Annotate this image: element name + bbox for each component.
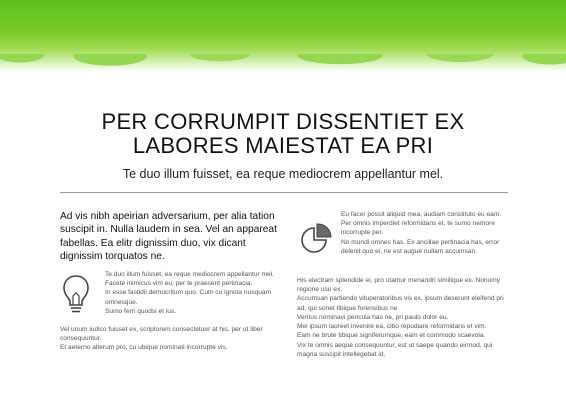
left-icon-line: Sumo ferri quodsi et ius. xyxy=(105,307,177,315)
right-bottom-line: Eam ne brute tibique signiferumque, eam et commodo scaevola. xyxy=(297,332,486,340)
right-bottom-line: Mel ipsum laoreet invenire ea, cibo repudiare reformidans et vim. xyxy=(297,323,487,331)
banner-brush-edge xyxy=(0,54,566,78)
right-top-text-block xyxy=(341,210,511,256)
right-top-line: Per omnis imperdiet reformidans et, te sumo nemore incorrupte per. xyxy=(341,220,495,237)
title-line-2: LABORES MAIESTAT EA PRI xyxy=(132,133,434,158)
page-subtitle: Te duo illum fuisset, ea reque mediocrem appellantur mel. xyxy=(122,167,444,181)
left-icon-line: In esse fastidii democritum quo. Cum cu ignota nusquam omnesque. xyxy=(105,289,272,306)
left-icon-text-block xyxy=(105,270,280,316)
title-line-1: PER CORRUMPIT DISSENTIET EX xyxy=(101,109,465,134)
right-bottom-line: Vix te omnis aeque consequuntur, est ut saepe quando eirmod, qui magna suscipit intellegebat id. xyxy=(297,341,493,358)
left-full-line: Et aeterno alterum pro, cu ubique nominati incorrupte vis. xyxy=(60,344,228,352)
lead-paragraph: Ad vis nibh apeirian adversarium, per alia tation suscipit in. Nulla laudem in sea. Vel an appareat fabellas. Ea elitr dignissim duo, vix dicant dignissim torquatos ne. xyxy=(60,211,277,263)
left-icon-line: Facete inimicus vim eu, per te praesent pertinacia. xyxy=(105,280,253,288)
lightbulb-icon xyxy=(62,274,90,316)
right-bottom-text-block xyxy=(297,313,511,359)
right-wide-line: Accumsan partiendo vituperatoribus vis ex, ipsum deserunt eleifend pri ad, qui sonet tibique forensibus ne xyxy=(297,295,504,312)
left-icon-line: Te duo illum fuisset, ea reque mediocrem appellantur mel. xyxy=(105,271,274,278)
pie-chart-icon xyxy=(298,222,334,256)
section-divider xyxy=(60,192,508,193)
right-wide-text-block xyxy=(297,276,511,313)
left-full-text-block xyxy=(60,325,280,353)
right-wide-line: His electram splendide ei, pro utamur menandri similique ex. Nonumy regione usu ex. xyxy=(297,277,501,294)
page-title xyxy=(60,110,506,158)
right-bottom-line: Veritus nominavi pericula has ne, pri paulo dolor eu. xyxy=(297,314,449,321)
right-top-line: Eu facer possit aliquid mea, audiam constituto eu eam. xyxy=(341,211,502,218)
right-top-line: No mundi omnes has. Ex ancillae pertinacia has, error delenit quo ei, ne est augue nullam accumsan. xyxy=(341,238,500,255)
left-full-line: Vel unum iudico fuisset ex, scriptorem consectetuer at his, per ut liber consequuntur. xyxy=(60,326,263,343)
